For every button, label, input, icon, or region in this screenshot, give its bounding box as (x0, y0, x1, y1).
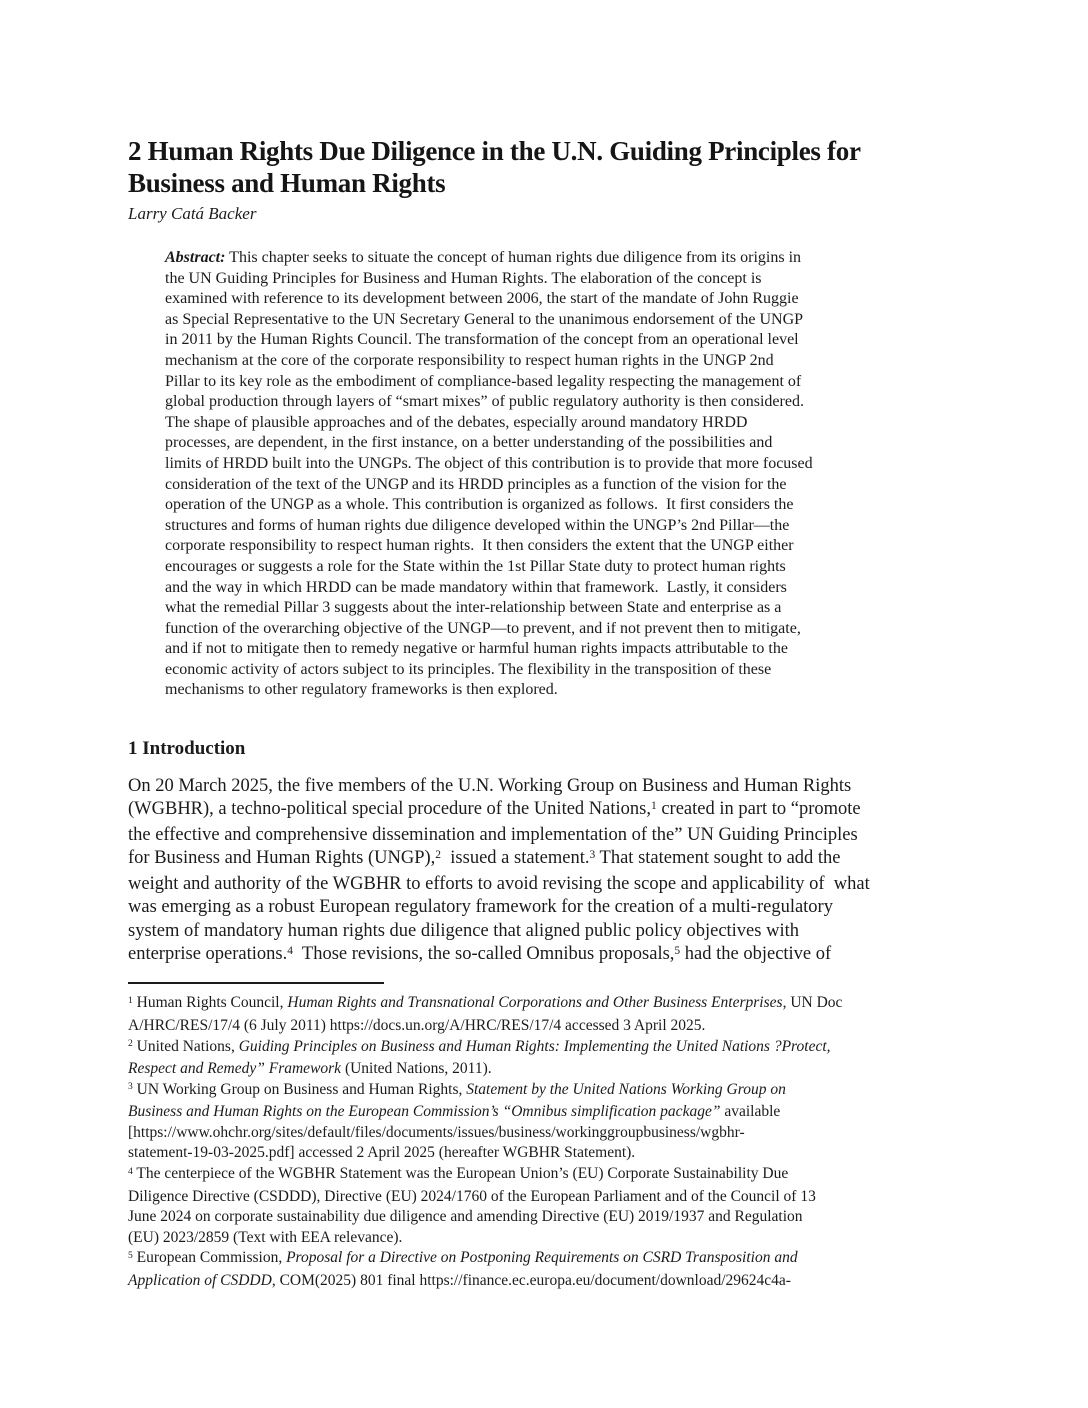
text-run: This chapter seeks to situate the concept of human rights due diligence from its origins in (225, 249, 802, 266)
text-line: was emerging as a robust European regulatory framework for the creation of a multi-regulatory (128, 897, 833, 918)
text-line (165, 248, 925, 269)
text-run: Human Rights and Transnational Corporations and Other Business Enterprises (287, 994, 783, 1012)
text-run: UN Working Group on Business and Human Rights, (132, 1080, 467, 1098)
text-run: (United Nations, 2011). (341, 1060, 492, 1078)
text-run: Application of CSDDD (128, 1272, 272, 1290)
text-run: Respect and Remedy” Framework (128, 1060, 342, 1078)
author-name: Larry Catá Backer (128, 204, 257, 223)
text-line: weight and authority of the WGBHR to efforts to avoid revising the scope and applicability of what (128, 873, 870, 894)
text-line (128, 1080, 958, 1103)
text-run: Proposal for a Directive on Postponing Requirements on CSRD Transposition and (286, 1249, 798, 1267)
footnote-marker: 3 (128, 1081, 133, 1093)
footnote-separator (128, 982, 384, 984)
text-line: and if not to mitigate then to remedy negative or harmful human rights impacts attributable to the (165, 640, 788, 658)
text-line: the UN Guiding Principles for Business and Human Rights. The elaboration of the concept is (165, 269, 762, 287)
text-run: (WGBHR), a techno-political special procedure of the United Nations, (128, 799, 651, 820)
text-line: processes, are dependent, in the first instance, on a better understanding of the possibilities and (165, 434, 773, 452)
chapter-title (128, 135, 958, 199)
footnote-marker: 5 (128, 1250, 133, 1262)
text-run: European Commission, (132, 1249, 287, 1267)
text-run: Human Rights Council, (132, 994, 288, 1012)
text-line: The shape of plausible approaches and of the debates, especially around mandatory HRDD (165, 413, 748, 431)
text-line: operation of the UNGP as a whole. This contribution is organized as follows. It first considers the (165, 496, 794, 514)
text-line: corporate responsibility to respect human rights. It then considers the extent that the UNGP either (165, 537, 794, 555)
text-line: Pillar to its key role as the embodiment of compliance-based legality respecting the management of (165, 372, 802, 390)
text-line: mechanisms to other regulatory frameworks is then explored. (165, 681, 558, 699)
text-line (128, 1271, 958, 1292)
text-run: United Nations, (132, 1037, 239, 1055)
text-line: Diligence Directive (CSDDD), Directive (EU) 2024/1760 of the European Parliament and of the Council of 13 (128, 1187, 816, 1205)
footnote-marker: 4 (128, 1165, 133, 1177)
text-line: A/HRC/RES/17/4 (6 July 2011) https://docs.un.org/A/HRC/RES/17/4 accessed 3 April 2025. (128, 1016, 706, 1034)
text-run: issued a statement. (441, 848, 590, 869)
text-run: Business and Human Rights on the European Commission’s “Omnibus simplification package” (128, 1103, 721, 1121)
text-line (128, 1248, 958, 1271)
text-run: That statement sought to add the (595, 848, 841, 869)
text-line: the effective and comprehensive dissemination and implementation of the” UN Guiding Principles (128, 824, 858, 845)
footnotes-block (128, 993, 958, 1291)
text-run: , UN Doc (782, 994, 843, 1012)
text-line: as Special Representative to the UN Secretary General to the unanimous endorsement of the UNGP (165, 310, 804, 328)
footnote-marker: 1 (650, 800, 657, 813)
text-run: had the objective of (680, 943, 832, 964)
text-line: what the remedial Pillar 3 suggests about the inter-relationship between State and enterprise as a (165, 599, 782, 617)
text-line: On 20 March 2025, the five members of the U.N. Working Group on Business and Human Rights (128, 776, 852, 797)
text-line: statement-19-03-2025.pdf] accessed 2 April 2025 (hereafter WGBHR Statement). (128, 1144, 636, 1162)
text-line: and the way in which HRDD can be made mandatory within that framework. Lastly, it considers (165, 578, 787, 596)
text-line: consideration of the text of the UNGP and its HRDD principles as a function of the vision for the (165, 475, 787, 493)
abstract-block (165, 248, 925, 701)
text-run: The centerpiece of the WGBHR Statement was the European Union’s (EU) Corporate Sustainability Due (132, 1165, 789, 1183)
text-line: economic activity of actors subject to its principles. The flexibility in the transposition of these (165, 660, 772, 678)
text-line (128, 847, 958, 872)
text-line: structures and forms of human rights due diligence developed within the UNGP’s 2nd Pillar—the (165, 516, 790, 534)
intro-paragraph (128, 775, 958, 968)
text-run: created in part to “promote (656, 799, 861, 820)
text-run: Those revisions, the so-called Omnibus proposals, (292, 943, 675, 964)
text-line: examined with reference to its development between 2006, the start of the mandate of John Ruggie (165, 290, 799, 308)
text-run: for Business and Human Rights (UNGP), (128, 848, 436, 869)
text-line: mechanism at the core of the corporate responsibility to respect human rights in the UNGP 2nd (165, 351, 774, 369)
text-line: Business and Human Rights (128, 168, 446, 198)
text-line: global production through layers of “smart mixes” of public regulatory authority is then considered. (165, 393, 804, 411)
text-line (128, 1164, 958, 1187)
footnote-marker: 2 (435, 849, 442, 862)
text-line: limits of HRDD built into the UNGPs. The object of this contribution is to provide that more focused (165, 454, 813, 472)
text-run: Guiding Principles on Business and Human Rights: Implementing the United Nations ?Protect, (238, 1037, 831, 1055)
text-line (128, 1102, 958, 1123)
text-run: Abstract: (165, 249, 226, 266)
text-line (128, 1059, 958, 1080)
text-line: function of the overarching objective of the UNGP—to prevent, and if not prevent then to mitigate, (165, 619, 801, 637)
text-line: encourages or suggests a role for the State within the 1st Pillar State duty to protect human rights (165, 557, 786, 575)
text-run: , COM(2025) 801 final https://finance.ec.europa.eu/document/download/29624c4a- (271, 1272, 791, 1290)
footnote-marker: 4 (287, 944, 293, 957)
text-line: June 2024 on corporate sustainability due diligence and amending Directive (EU) 2019/1937 and Regulation (128, 1208, 803, 1226)
text-run: Statement by the United Nations Working Group on (466, 1080, 786, 1098)
text-line (128, 1037, 958, 1060)
text-line: in 2011 by the Human Rights Council. The transformation of the concept from an operational level (165, 331, 799, 349)
footnote-marker: 3 (589, 849, 596, 862)
footnote-marker: 1 (128, 995, 133, 1006)
text-line: (EU) 2023/2859 (Text with EEA relevance). (128, 1228, 403, 1246)
footnote-marker: 2 (128, 1038, 133, 1050)
text-line (128, 943, 958, 968)
footnote-marker: 5 (674, 944, 681, 957)
text-run: enterprise operations. (128, 943, 288, 964)
section-heading-introduction: 1 Introduction (128, 738, 246, 760)
text-line: 2 Human Rights Due Diligence in the U.N. Guiding Principles for (128, 136, 861, 166)
text-line (128, 993, 958, 1016)
text-run: available (720, 1103, 781, 1121)
text-line: [https://www.ohchr.org/sites/default/files/documents/issues/business/workinggroupbusiness/wgbhr- (128, 1123, 745, 1141)
text-line (128, 798, 958, 823)
text-line: system of mandatory human rights due diligence that aligned public policy objectives with (128, 920, 799, 941)
